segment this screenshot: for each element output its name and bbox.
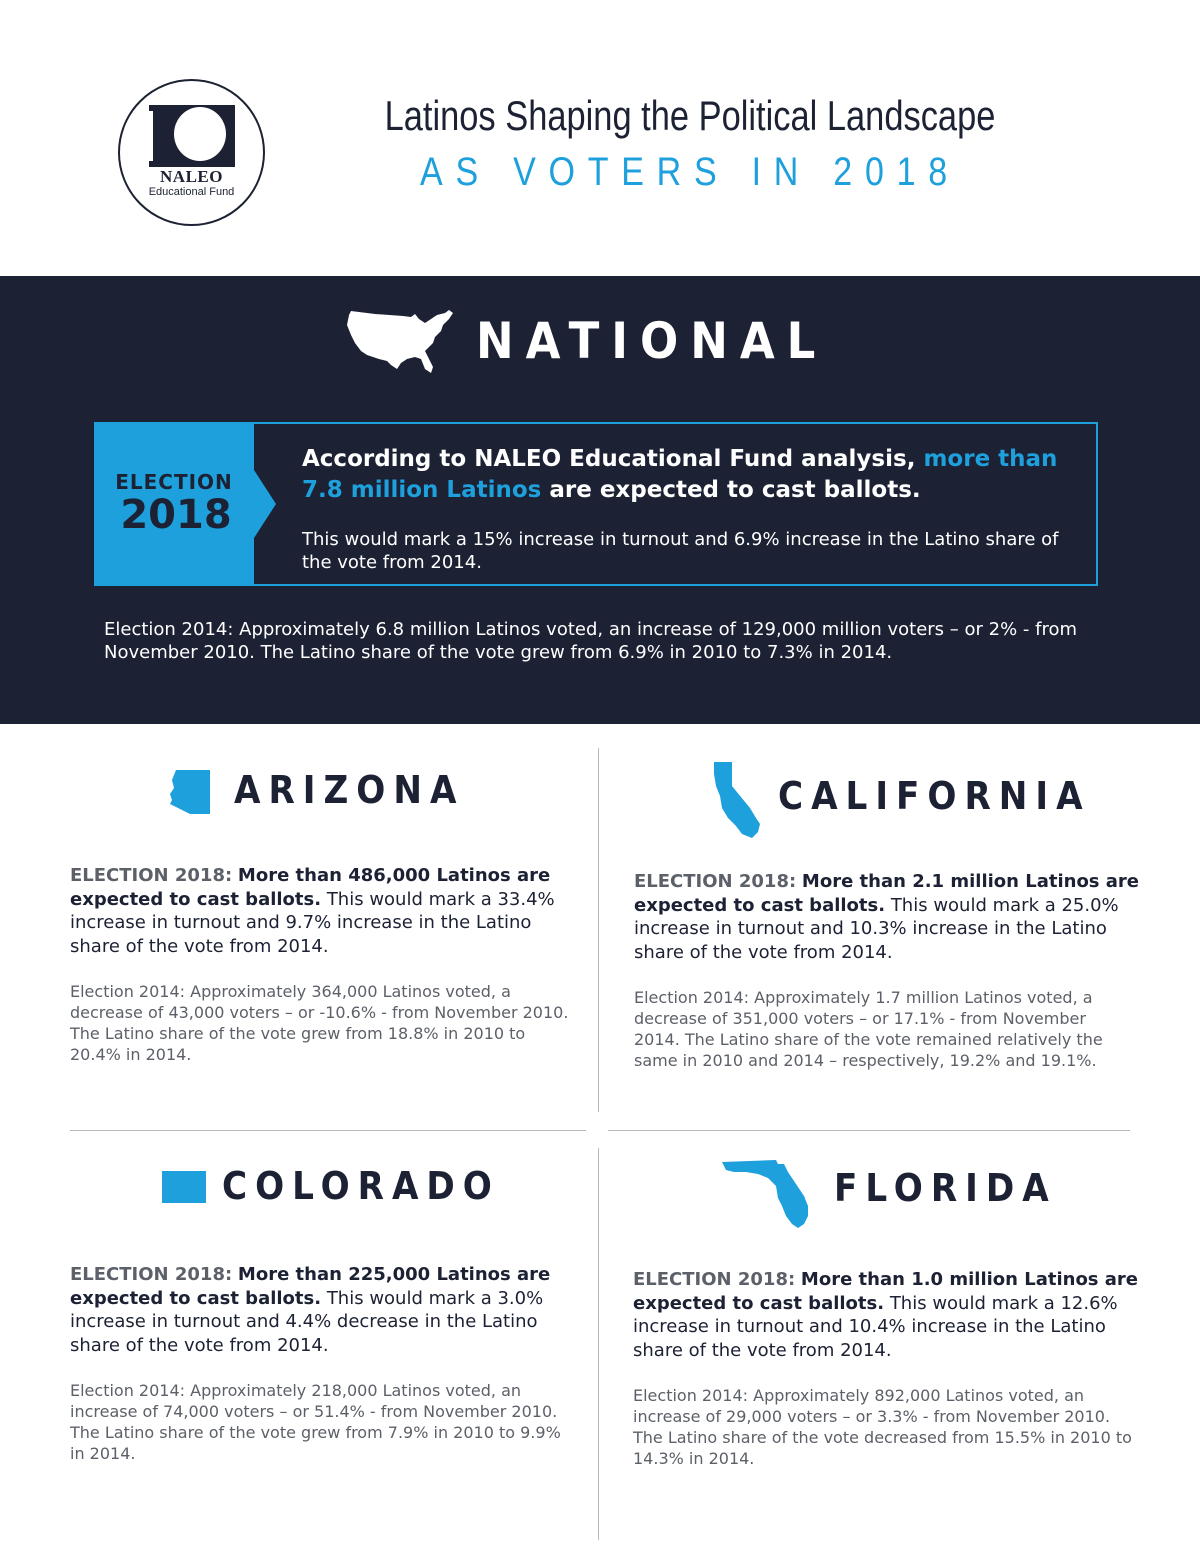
page-title: Latinos Shaping the Political Landscape [384, 92, 996, 139]
arizona-map-icon [168, 770, 210, 814]
colorado-map-icon [162, 1171, 206, 1203]
arizona-election-2014: Election 2014: Approximately 364,000 Latinos voted, a decrease of 43,000 voters – or -10.6% - from November 2010. The Latino share of the vote grew from 18.8% in 2010 to 20.4% in 2014. [70, 982, 569, 1064]
vertical-divider-top [598, 748, 599, 1112]
national-heading: NATIONAL [476, 312, 828, 370]
florida-2018-text [633, 1268, 1143, 1362]
california-2018-lead: More than 2.1 million Latinos are expected to cast ballots. [634, 871, 1140, 916]
badge-election-label: ELECTION [115, 470, 233, 494]
california-election-2014: Election 2014: Approximately 1.7 million Latinos voted, a decrease of 351,000 voters – or 17.1% - from November 2014. The Latino share of the vote remained relatively the same in 2010 and 2014 – respectively, 19.2% and 19.1%. [634, 988, 1103, 1070]
logo-subtitle: Educational Fund [148, 186, 235, 198]
national-headline-post: are expected to cast ballots. [541, 477, 921, 503]
national-headline-highlight: more than 7.8 million Latinos [302, 446, 1058, 503]
colorado-2018-text [70, 1263, 580, 1357]
florida-map-icon [722, 1158, 818, 1228]
florida-election-2014: Election 2014: Approximately 892,000 Latinos voted, an increase of 29,000 voters – or 3.3% - from November 2010. The Latino share of the vote decreased from 15.5% in 2010 to 14.3% in 2014. [633, 1386, 1132, 1468]
colorado-election-2014: Election 2014: Approximately 218,000 Latinos voted, an increase of 74,000 voters – or 51.4% - from November 2010. The Latino share of the vote grew from 7.9% in 2010 to 9.9% in 2014. [70, 1381, 561, 1463]
national-headline [302, 444, 1082, 506]
logo-name: NALEO [160, 167, 223, 186]
colorado-2018-lead: More than 225,000 Latinos are expected to cast ballots. [70, 1264, 551, 1309]
california-2018-detail: This would mark a 25.0% increase in turnout and 10.3% increase in the Latino share of the vote from 2014. [634, 894, 1119, 963]
national-election-2014: Election 2014: Approximately 6.8 million Latinos voted, an increase of 129,000 million voters – or 2% - from November 2010. The Latino share of the vote grew from 6.9% in 2010 to 7.3% in 2014. [104, 619, 1078, 663]
florida-heading: FLORIDA [834, 1166, 1057, 1210]
arizona-2018-detail: This would mark a 33.4% increase in turnout and 9.7% increase in the Latino share of the vote from 2014. [70, 888, 555, 957]
naleo-logo-mark-icon [120, 81, 267, 228]
colorado-heading: COLORADO [222, 1164, 500, 1208]
colorado-2018-label: ELECTION 2018: [70, 1264, 233, 1285]
national-2018-box [94, 422, 1098, 586]
arizona-2018-label: ELECTION 2018: [70, 865, 233, 886]
vertical-divider-bottom [598, 1148, 599, 1540]
horizontal-divider-left [70, 1130, 586, 1131]
usa-map-icon [345, 307, 455, 375]
colorado-2018-detail: This would mark a 3.0% increase in turnout and 4.4% decrease in the Latino share of the vote from 2014. [70, 1287, 544, 1356]
arizona-heading: ARIZONA [234, 768, 465, 812]
national-headline-pre: According to NALEO Educational Fund analysis, [302, 446, 924, 472]
arizona-2018-text [70, 864, 580, 958]
florida-2018-lead: More than 1.0 million Latinos are expected to cast ballots. [633, 1269, 1139, 1314]
california-2018-text [634, 870, 1144, 964]
florida-2018-detail: This would mark a 12.6% increase in turnout and 10.4% increase in the Latino share of the vote from 2014. [633, 1292, 1118, 1361]
arizona-2018-lead: More than 486,000 Latinos are expected to cast ballots. [70, 865, 551, 910]
page-subtitle: AS VOTERS IN 2018 [420, 150, 960, 194]
california-heading: CALIFORNIA [778, 774, 1091, 818]
florida-2018-label: ELECTION 2018: [633, 1269, 796, 1290]
california-map-icon [712, 762, 762, 838]
horizontal-divider-right [608, 1130, 1130, 1131]
badge-year-label: 2018 [120, 492, 232, 538]
naleo-logo [118, 79, 265, 226]
california-2018-label: ELECTION 2018: [634, 871, 797, 892]
national-detail: This would mark a 15% increase in turnout and 6.9% increase in the Latino share of the vote from 2014. [302, 529, 1059, 573]
